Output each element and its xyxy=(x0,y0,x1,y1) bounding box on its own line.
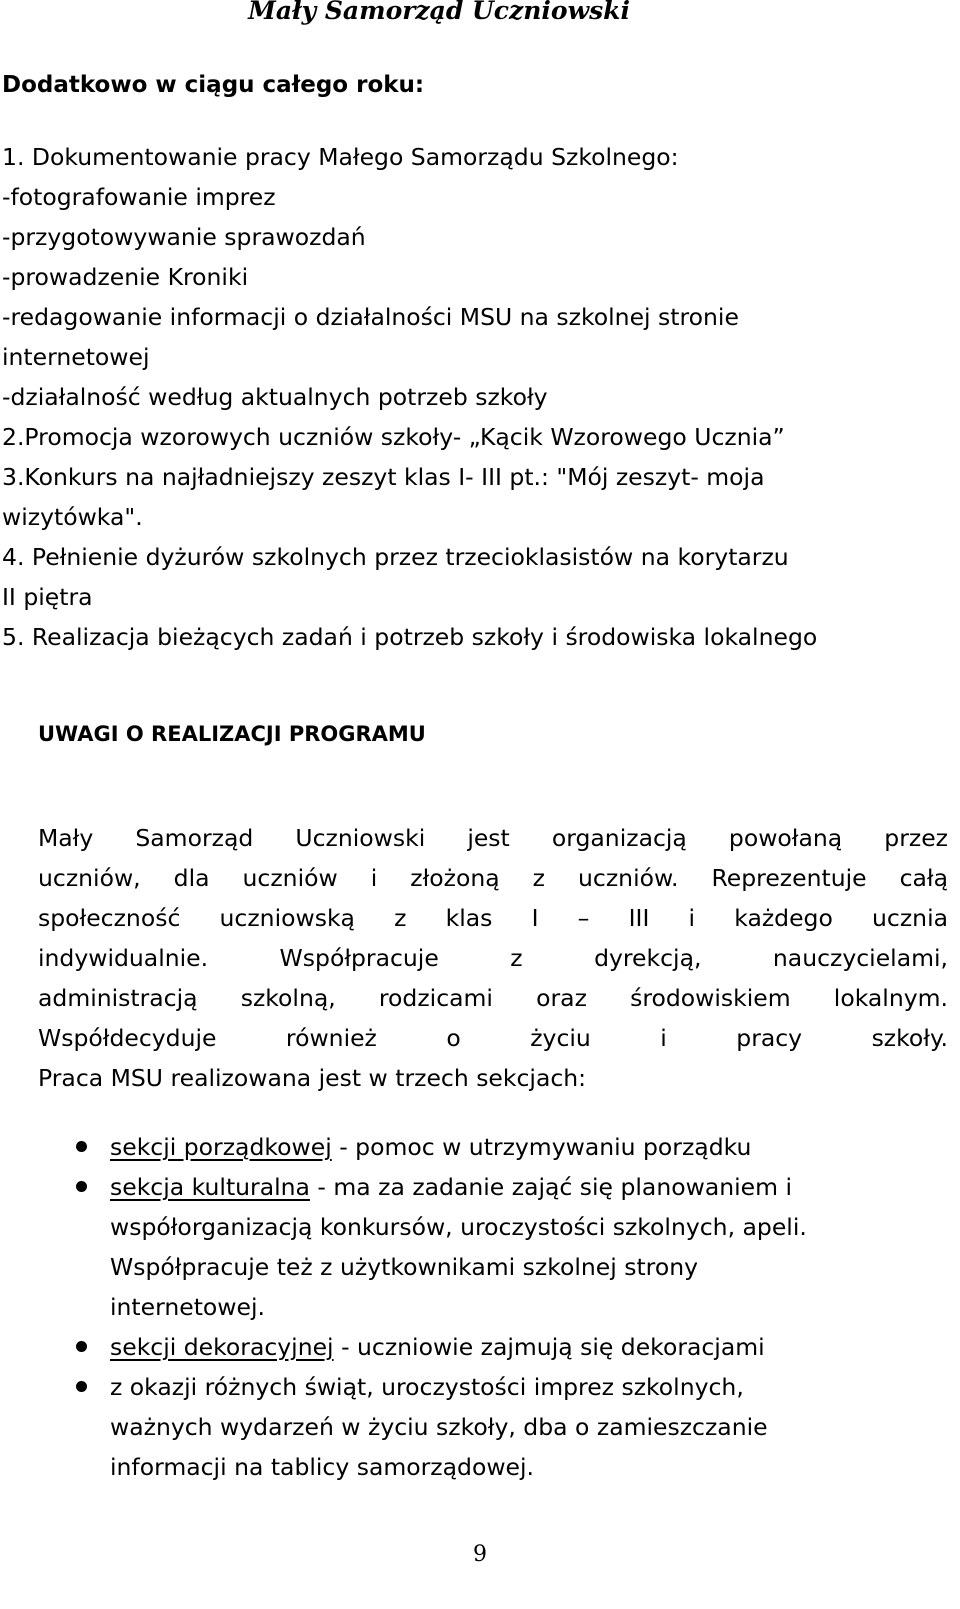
list-item xyxy=(0,1167,960,1327)
bullet-icon xyxy=(76,1381,87,1392)
bullet-icon xyxy=(76,1341,87,1352)
uwagi-paragraph xyxy=(38,818,948,1098)
section-description: z okazji różnych świąt, uroczystości imprez szkolnych, xyxy=(110,1373,744,1401)
uwagi-heading: UWAGI O REALIZACJI PROGRAMU xyxy=(38,722,426,746)
paragraph-line: społeczność uczniowską z klas I – III i każdego ucznia xyxy=(38,904,948,932)
section-description: Współpracuje też z użytkownikami szkolnej strony xyxy=(110,1253,699,1281)
section-name: sekcji dekoracyjnej xyxy=(110,1333,334,1361)
list-line: 4. Pełnienie dyżurów szkolnych przez trzecioklasistów na korytarzu xyxy=(2,543,789,571)
page-header-title: Mały Samorząd Uczniowski xyxy=(248,0,630,25)
list-line: -przygotowywanie sprawozdań xyxy=(2,223,366,251)
paragraph-line: Współdecyduje również o życiu i pracy szkoły. xyxy=(38,1024,948,1052)
section-description: internetowej. xyxy=(110,1293,265,1321)
bullet-icon xyxy=(76,1181,87,1192)
section-description: - ma za zadanie zająć się planowaniem i xyxy=(309,1173,792,1201)
list-line: -działalność według aktualnych potrzeb szkoły xyxy=(2,383,548,411)
list-line: 2.Promocja wzorowych uczniów szkoły- „Kącik Wzorowego Ucznia” xyxy=(2,423,785,451)
section-description: informacji na tablicy samorządowej. xyxy=(110,1453,534,1481)
list-line: II piętra xyxy=(2,583,93,611)
list-line: -fotografowanie imprez xyxy=(2,183,276,211)
paragraph-line: indywidualnie. Współpracuje z dyrekcją, nauczycielami, xyxy=(38,944,948,972)
page-number: 9 xyxy=(473,1542,487,1567)
list-item xyxy=(0,1367,960,1487)
list-line: 3.Konkurs na najładniejszy zeszyt klas I- III pt.: "Mój zeszyt- moja xyxy=(2,463,765,491)
list-line: -prowadzenie Kroniki xyxy=(2,263,249,291)
list-line: -redagowanie informacji o działalności MSU na szkolnej stronie xyxy=(2,303,739,331)
paragraph-line: Praca MSU realizowana jest w trzech sekcjach: xyxy=(38,1064,587,1092)
section-description: - uczniowie zajmują się dekoracjami xyxy=(333,1333,765,1361)
section-description: ważnych wydarzeń w życiu szkoły, dba o zamieszczanie xyxy=(110,1413,768,1441)
list-line: wizytówka". xyxy=(2,503,143,531)
paragraph-line: uczniów, dla uczniów i złożoną z uczniów. Reprezentuje całą xyxy=(38,864,948,892)
list-item xyxy=(0,1327,960,1367)
paragraph-line: Mały Samorząd Uczniowski jest organizacją powołaną przez xyxy=(38,824,948,852)
section-heading: Dodatkowo w ciągu całego roku: xyxy=(2,72,425,98)
list-line: 5. Realizacja bieżących zadań i potrzeb szkoły i środowiska lokalnego xyxy=(2,623,818,651)
list-item xyxy=(0,1127,960,1167)
paragraph-line: administracją szkolną, rodzicami oraz środowiskiem lokalnym. xyxy=(38,984,948,1012)
bullet-icon xyxy=(76,1141,87,1152)
section-description: - pomoc w utrzymywaniu porządku xyxy=(331,1133,752,1161)
sections-bullet-list xyxy=(0,1127,960,1487)
section-name: sekcja kulturalna xyxy=(110,1173,310,1201)
section-name: sekcji porządkowej xyxy=(110,1133,332,1161)
section-description: współorganizacją konkursów, uroczystości szkolnych, apeli. xyxy=(110,1213,807,1241)
activities-list xyxy=(2,137,952,657)
list-line: internetowej xyxy=(2,343,150,371)
list-line: 1. Dokumentowanie pracy Małego Samorządu Szkolnego: xyxy=(2,143,679,171)
